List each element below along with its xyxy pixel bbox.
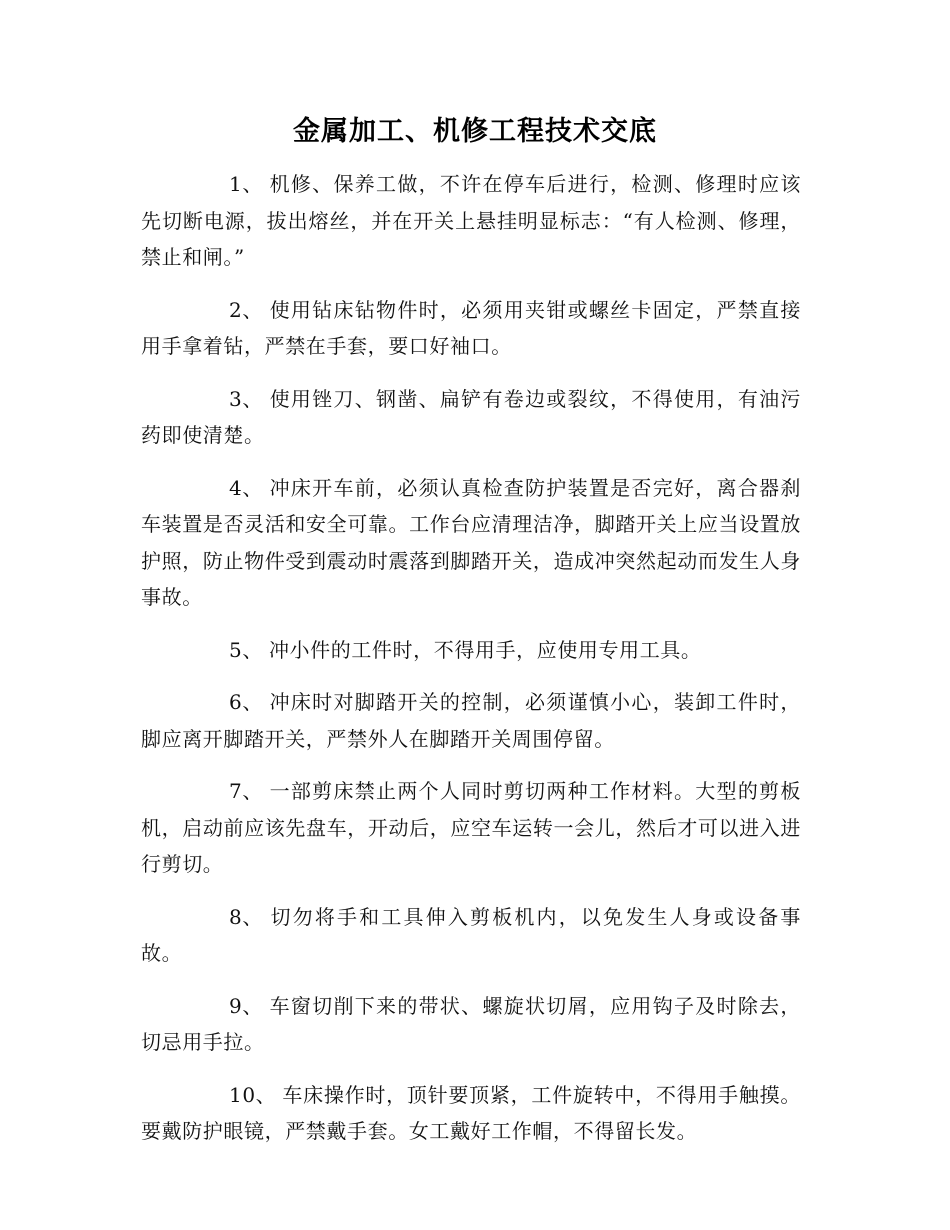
item-number: 1、 — [229, 172, 263, 196]
item-text: 使用钻床钻物件时，必须用夹钳或螺丝卡固定，严禁直接用手拿着钻，严禁在手套，要口好袖口。 — [141, 297, 801, 358]
item-number: 3、 — [229, 386, 263, 411]
document-body — [141, 166, 801, 1166]
item-text: 机修、保养工做，不许在停车后进行，检测、修理时应该先切断电源，拔出熔丝，并在开关上悬挂明显标志：“有人检测、修理，禁止和闸。” — [141, 172, 801, 269]
item-number: 5、 — [229, 637, 263, 662]
item-text: 冲床开车前，必须认真检查防护装置是否完好，离合器刹车装置是否灵活和安全可靠。工作台应清理洁净，脚踏开关上应当设置放护照，防止物件受到震动时震落到脚踏开关，造成冲突然起动而发生人身事故。 — [141, 475, 801, 609]
item-number: 7、 — [229, 779, 263, 803]
item-text: 冲床时对脚踏开关的控制，必须谨慎小心，装卸工件时，脚应离开脚踏开关，严禁外人在脚踏开关周围停留。 — [141, 690, 801, 751]
item-number: 8、 — [229, 904, 263, 929]
document-title: 金属加工、机修工程技术交底 — [293, 116, 657, 147]
item-number: 2、 — [229, 297, 263, 322]
item-number: 4、 — [229, 475, 263, 500]
item-text: 车床操作时，顶针要顶紧，工件旋转中，不得用手触摸。要戴防护眼镜，严禁戴手套。女工戴好工作帽，不得留长发。 — [141, 1082, 801, 1143]
list-item — [141, 684, 801, 757]
item-number: 10、 — [229, 1082, 277, 1107]
item-text: 一部剪床禁止两个人同时剪切两种工作材料。大型的剪板机，启动前应该先盘车，开动后，应空车运转一会儿，然后才可以进入进行剪切。 — [141, 779, 801, 876]
list-item — [141, 632, 801, 669]
list-item — [141, 470, 801, 616]
list-item — [141, 166, 801, 276]
item-text: 车窗切削下来的带状、螺旋状切屑，应用钩子及时除去，切忌用手拉。 — [141, 993, 801, 1054]
item-text: 切勿将手和工具伸入剪板机内，以免发生人身或设备事故。 — [141, 904, 801, 965]
item-number: 6、 — [229, 690, 263, 714]
item-number: 9、 — [229, 993, 263, 1018]
item-text: 冲小件的工件时，不得用手，应使用专用工具。 — [268, 637, 702, 662]
list-item — [141, 1077, 801, 1150]
list-item — [141, 292, 801, 365]
item-text: 使用锉刀、钢凿、扁铲有卷边或裂纹，不得使用，有油污药即使清楚。 — [141, 386, 801, 447]
list-item — [141, 381, 801, 454]
list-item — [141, 899, 801, 972]
list-item — [141, 988, 801, 1061]
list-item — [141, 773, 801, 883]
